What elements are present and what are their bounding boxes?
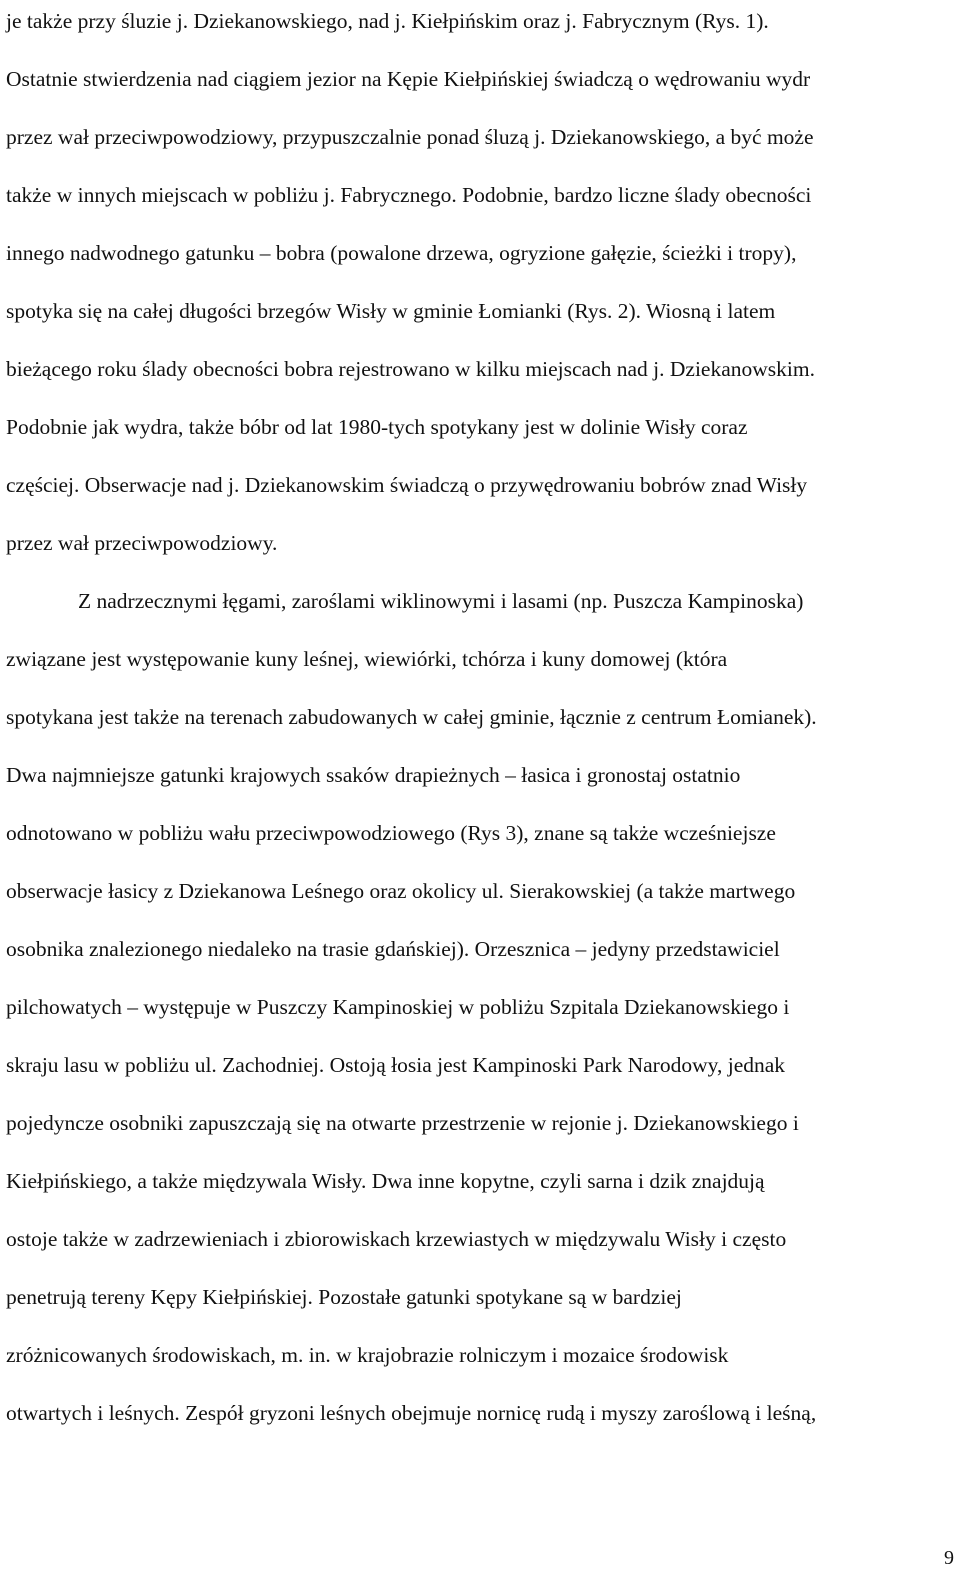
text-line: Ostatnie stwierdzenia nad ciągiem jezior na Kępie Kiełpińskiej świadczą o wędrowaniu wydr xyxy=(6,67,811,91)
text-line: obserwacje łasicy z Dziekanowa Leśnego oraz okolicy ul. Sierakowskiej (a także martwego xyxy=(6,879,796,903)
text-line: pilchowatych – występuje w Puszczy Kampinoskiej w pobliżu Szpitala Dziekanowskiego i xyxy=(6,995,790,1019)
text-line: ostoje także w zadrzewieniach i zbiorowiskach krzewiastych w międzywalu Wisły i często xyxy=(6,1227,787,1251)
text-line: Podobnie jak wydra, także bóbr od lat 1980-tych spotykany jest w dolinie Wisły coraz xyxy=(6,415,748,439)
text-line: związane jest występowanie kuny leśnej, wiewiórki, tchórza i kuny domowej (która xyxy=(6,647,728,671)
text-line: Dwa najmniejsze gatunki krajowych ssaków drapieżnych – łasica i gronostaj ostatnio xyxy=(6,763,741,787)
text-line: zróżnicowanych środowiskach, m. in. w krajobrazie rolniczym i mozaice środowisk xyxy=(6,1343,729,1367)
page-number: 9 xyxy=(944,1547,954,1569)
text-line: Z nadrzecznymi łęgami, zaroślami wiklinowymi i lasami (np. Puszcza Kampinoska) xyxy=(78,589,804,613)
text-line: je także przy śluzie j. Dziekanowskiego, nad j. Kiełpińskim oraz j. Fabrycznym (Rys. 1). xyxy=(6,9,769,33)
text-line: penetrują tereny Kępy Kiełpińskiej. Pozostałe gatunki spotykane są w bardziej xyxy=(6,1285,682,1309)
text-line: Kiełpińskiego, a także międzywala Wisły. Dwa inne kopytne, czyli sarna i dzik znajdują xyxy=(6,1169,765,1193)
text-line: częściej. Obserwacje nad j. Dziekanowskim świadczą o przywędrowaniu bobrów znad Wisły xyxy=(6,473,808,497)
text-line: bieżącego roku ślady obecności bobra rejestrowano w kilku miejscach nad j. Dziekanowskim. xyxy=(6,357,815,381)
text-line: innego nadwodnego gatunku – bobra (powalone drzewa, ogryzione gałęzie, ścieżki i tropy), xyxy=(6,241,797,265)
text-line: przez wał przeciwpowodziowy. xyxy=(6,531,278,555)
text-line: odnotowano w pobliżu wału przeciwpowodziowego (Rys 3), znane są także wcześniejsze xyxy=(6,821,776,845)
text-line: otwartych i leśnych. Zespół gryzoni leśnych obejmuje nornicę rudą i myszy zaroślową i leśną, xyxy=(6,1401,817,1425)
text-line: osobnika znalezionego niedaleko na trasie gdańskiej). Orzesznica – jedyny przedstawiciel xyxy=(6,937,780,961)
text-line: także w innych miejscach w pobliżu j. Fabrycznego. Podobnie, bardzo liczne ślady obecności xyxy=(6,183,812,207)
text-line: pojedyncze osobniki zapuszczają się na otwarte przestrzenie w rejonie j. Dziekanowskiego i xyxy=(6,1111,799,1135)
text-line: spotyka się na całej długości brzegów Wisły w gminie Łomianki (Rys. 2). Wiosną i latem xyxy=(6,299,776,323)
text-line: przez wał przeciwpowodziowy, przypuszczalnie ponad śluzą j. Dziekanowskiego, a być może xyxy=(6,125,814,149)
text-line: skraju lasu w pobliżu ul. Zachodniej. Ostoją łosia jest Kampinoski Park Narodowy, jednak xyxy=(6,1053,786,1077)
text-line: spotykana jest także na terenach zabudowanych w całej gminie, łącznie z centrum Łomianek). xyxy=(6,705,817,729)
